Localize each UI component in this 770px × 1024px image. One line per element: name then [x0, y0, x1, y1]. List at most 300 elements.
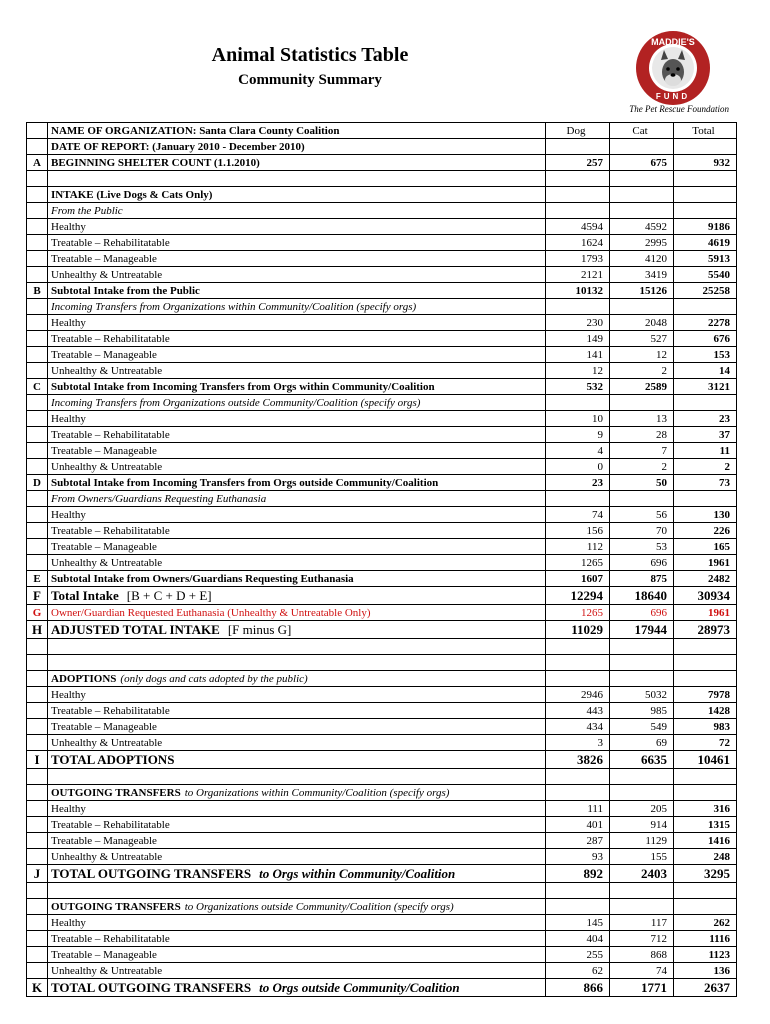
logo-bottom-text: FUND: [655, 92, 691, 101]
dog-cell: 9: [546, 427, 610, 443]
row-letter: [27, 219, 48, 235]
dog-cell: 10132: [546, 283, 610, 299]
row-label-text: Treatable – Manageable: [51, 540, 157, 553]
row-letter: [27, 139, 48, 155]
cat-cell: 1129: [610, 833, 674, 849]
row-label: [48, 849, 546, 865]
row-label-text: Subtotal Intake from Owners/Guardians Requesting Euthanasia: [51, 572, 354, 585]
row-label-note: (only dogs and cats adopted by the public): [120, 672, 308, 685]
dog-cell: 4: [546, 443, 610, 459]
row-label: [48, 587, 546, 605]
table-row: [27, 555, 737, 571]
total-cell: 25258: [674, 283, 737, 299]
table-row: [27, 267, 737, 283]
row-label-text: Unhealthy & Untreatable: [51, 556, 163, 569]
cat-cell: 2589: [610, 379, 674, 395]
row-label-text: From Owners/Guardians Requesting Euthanasia: [51, 492, 267, 505]
table-row: [27, 621, 737, 639]
cat-cell: [610, 883, 674, 899]
table-row: [27, 379, 737, 395]
row-label-text: TOTAL OUTGOING TRANSFERS: [51, 865, 252, 881]
dog-cell: Dog: [546, 123, 610, 139]
row-label-text: Unhealthy & Untreatable: [51, 964, 163, 977]
row-label-text: Treatable – Rehabilitatable: [51, 524, 170, 537]
logo-arc-text: MADDIE'S: [651, 37, 695, 47]
row-label-text: INTAKE (Live Dogs & Cats Only): [51, 188, 213, 201]
total-cell: 14: [674, 363, 737, 379]
cat-cell: [610, 395, 674, 411]
row-letter: [27, 833, 48, 849]
dog-cell: 532: [546, 379, 610, 395]
row-label: [48, 459, 546, 475]
table-row: [27, 523, 737, 539]
row-letter: [27, 769, 48, 785]
table-row: [27, 347, 737, 363]
row-label: [48, 671, 546, 687]
total-cell: 136: [674, 963, 737, 979]
row-label: [48, 267, 546, 283]
row-letter: [27, 963, 48, 979]
row-label: [48, 751, 546, 769]
row-letter: [27, 849, 48, 865]
row-label: [48, 491, 546, 507]
total-cell: 2278: [674, 315, 737, 331]
row-label: [48, 475, 546, 491]
cat-cell: 13: [610, 411, 674, 427]
table-row: [27, 331, 737, 347]
table-row: [27, 899, 737, 915]
row-label: [48, 817, 546, 833]
row-label-text: Treatable – Manageable: [51, 720, 157, 733]
row-label: [48, 251, 546, 267]
row-label-text: Incoming Transfers from Organizations within Community/Coalition (specify orgs): [51, 300, 417, 313]
cat-cell: 875: [610, 571, 674, 587]
table-row: [27, 315, 737, 331]
table-row: [27, 587, 737, 605]
row-letter: J: [27, 865, 48, 883]
row-label: [48, 915, 546, 931]
total-cell: 1116: [674, 931, 737, 947]
row-letter: [27, 655, 48, 671]
row-letter: H: [27, 621, 48, 639]
dog-cell: 434: [546, 719, 610, 735]
row-label-text: Incoming Transfers from Organizations outside Community/Coalition (specify orgs): [51, 396, 421, 409]
cat-cell: 712: [610, 931, 674, 947]
total-cell: 4619: [674, 235, 737, 251]
table-row: [27, 139, 737, 155]
dog-cell: 401: [546, 817, 610, 833]
cat-cell: 2995: [610, 235, 674, 251]
row-label: [48, 187, 546, 203]
cat-cell: 2403: [610, 865, 674, 883]
row-label-text: Unhealthy & Untreatable: [51, 850, 163, 863]
table-row: [27, 801, 737, 817]
row-letter: I: [27, 751, 48, 769]
row-letter: [27, 555, 48, 571]
row-label: [48, 899, 546, 915]
row-label: [48, 571, 546, 587]
dog-cell: 1624: [546, 235, 610, 251]
row-label: [48, 443, 546, 459]
dog-cell: [546, 785, 610, 801]
dog-cell: [546, 671, 610, 687]
table-row: [27, 865, 737, 883]
row-letter: [27, 719, 48, 735]
row-label: [48, 621, 546, 639]
table-row: [27, 963, 737, 979]
table-row: [27, 155, 737, 171]
cat-cell: 4120: [610, 251, 674, 267]
row-label: [48, 155, 546, 171]
cat-cell: 2: [610, 459, 674, 475]
table-row: [27, 655, 737, 671]
row-label: [48, 427, 546, 443]
row-label-text: NAME OF ORGANIZATION: Santa Clara County Coalition: [51, 124, 340, 137]
row-label-text: Subtotal Intake from Incoming Transfers from Orgs within Community/Coalition: [51, 380, 435, 393]
dog-cell: [546, 655, 610, 671]
cat-cell: 696: [610, 555, 674, 571]
dog-cell: [546, 203, 610, 219]
cat-cell: 15126: [610, 283, 674, 299]
dog-cell: 12: [546, 363, 610, 379]
row-label-text: Healthy: [51, 916, 86, 929]
row-label-text: From the Public: [51, 204, 123, 217]
row-label: [48, 639, 546, 655]
table-row: [27, 571, 737, 587]
total-cell: 262: [674, 915, 737, 931]
cat-cell: [610, 299, 674, 315]
row-letter: [27, 507, 48, 523]
total-cell: 9186: [674, 219, 737, 235]
row-label-text: ADJUSTED TOTAL INTAKE: [51, 621, 220, 637]
dog-cell: 3826: [546, 751, 610, 769]
table-row: [27, 123, 737, 139]
table-row: [27, 491, 737, 507]
table-row: [27, 219, 737, 235]
total-cell: [674, 899, 737, 915]
table-row: [27, 735, 737, 751]
table-row: [27, 719, 737, 735]
table-row: [27, 299, 737, 315]
cat-cell: [610, 203, 674, 219]
dog-cell: [546, 769, 610, 785]
row-label-text: Treatable – Manageable: [51, 948, 157, 961]
total-cell: 316: [674, 801, 737, 817]
total-cell: 37: [674, 427, 737, 443]
row-label: [48, 139, 546, 155]
total-cell: [674, 639, 737, 655]
dog-cell: 1265: [546, 555, 610, 571]
row-label-text: OUTGOING TRANSFERS: [51, 900, 181, 913]
dog-cell: 443: [546, 703, 610, 719]
dog-cell: [546, 299, 610, 315]
table-row: [27, 671, 737, 687]
total-cell: 676: [674, 331, 737, 347]
row-label: [48, 219, 546, 235]
cat-cell: 70: [610, 523, 674, 539]
row-letter: [27, 203, 48, 219]
row-label: [48, 395, 546, 411]
page-title: Animal Statistics Table: [211, 44, 409, 66]
row-label-text: Healthy: [51, 508, 86, 521]
total-cell: 226: [674, 523, 737, 539]
table-row: [27, 769, 737, 785]
dog-cell: [546, 639, 610, 655]
total-cell: 2: [674, 459, 737, 475]
cat-cell: 53: [610, 539, 674, 555]
total-cell: 23: [674, 411, 737, 427]
row-label-text: Treatable – Manageable: [51, 348, 157, 361]
total-cell: 10461: [674, 751, 737, 769]
row-letter: [27, 331, 48, 347]
total-cell: [674, 187, 737, 203]
table-row: [27, 883, 737, 899]
row-label-note: [B + C + D + E]: [126, 587, 212, 603]
table-row: [27, 687, 737, 703]
table-row: [27, 459, 737, 475]
row-label-text: Unhealthy & Untreatable: [51, 460, 163, 473]
cat-cell: 549: [610, 719, 674, 735]
dog-cell: 93: [546, 849, 610, 865]
row-label-text: Unhealthy & Untreatable: [51, 268, 163, 281]
total-cell: 165: [674, 539, 737, 555]
cat-cell: 17944: [610, 621, 674, 639]
row-label: [48, 315, 546, 331]
table-row: [27, 203, 737, 219]
dog-cell: 62: [546, 963, 610, 979]
table-row: [27, 751, 737, 769]
row-letter: [27, 411, 48, 427]
row-letter: [27, 785, 48, 801]
row-letter: [27, 443, 48, 459]
row-letter: [27, 363, 48, 379]
dog-cell: [546, 171, 610, 187]
dog-cell: [546, 883, 610, 899]
row-letter: [27, 639, 48, 655]
dog-cell: [546, 395, 610, 411]
row-label-text: Healthy: [51, 688, 86, 701]
total-cell: [674, 655, 737, 671]
row-letter: [27, 915, 48, 931]
row-letter: [27, 671, 48, 687]
cat-cell: 7: [610, 443, 674, 459]
cat-cell: 12: [610, 347, 674, 363]
cat-cell: [610, 139, 674, 155]
row-label-text: TOTAL ADOPTIONS: [51, 751, 175, 767]
total-cell: 1961: [674, 555, 737, 571]
row-letter: F: [27, 587, 48, 605]
row-label-note: to Organizations outside Community/Coalition (specify orgs): [184, 900, 454, 913]
dog-cell: 111: [546, 801, 610, 817]
table-row: [27, 703, 737, 719]
row-letter: [27, 315, 48, 331]
dog-cell: 149: [546, 331, 610, 347]
row-letter: [27, 883, 48, 899]
dog-cell: 10: [546, 411, 610, 427]
dog-cell: 156: [546, 523, 610, 539]
cat-cell: 2: [610, 363, 674, 379]
table-row: [27, 849, 737, 865]
row-label: [48, 283, 546, 299]
row-label: [48, 703, 546, 719]
total-cell: 1416: [674, 833, 737, 849]
row-letter: [27, 427, 48, 443]
table-row: [27, 187, 737, 203]
table-row: [27, 411, 737, 427]
row-label: [48, 235, 546, 251]
row-label-text: Healthy: [51, 316, 86, 329]
table-row: [27, 539, 737, 555]
table-row: [27, 443, 737, 459]
dog-cell: 2121: [546, 267, 610, 283]
row-letter: [27, 817, 48, 833]
cat-cell: 18640: [610, 587, 674, 605]
cat-cell: [610, 491, 674, 507]
row-label-text: BEGINNING SHELTER COUNT (1.1.2010): [51, 156, 260, 169]
cat-cell: 914: [610, 817, 674, 833]
row-letter: [27, 123, 48, 139]
row-label-text: ADOPTIONS: [51, 672, 117, 685]
page-subtitle: Community Summary: [238, 72, 382, 88]
total-cell: 153: [674, 347, 737, 363]
total-cell: 28973: [674, 621, 737, 639]
cat-cell: 527: [610, 331, 674, 347]
cat-cell: 985: [610, 703, 674, 719]
row-label: [48, 203, 546, 219]
cat-cell: 155: [610, 849, 674, 865]
row-label-text: Treatable – Rehabilitatable: [51, 428, 170, 441]
row-label: [48, 865, 546, 883]
row-letter: [27, 523, 48, 539]
row-label-text: Total Intake: [51, 587, 119, 603]
table-row: [27, 171, 737, 187]
total-cell: [674, 671, 737, 687]
row-label-text: Treatable – Manageable: [51, 834, 157, 847]
cat-cell: [610, 769, 674, 785]
row-label: [48, 687, 546, 703]
row-letter: [27, 187, 48, 203]
total-cell: 1428: [674, 703, 737, 719]
row-letter: E: [27, 571, 48, 587]
row-letter: [27, 347, 48, 363]
cat-cell: 675: [610, 155, 674, 171]
dog-cell: 892: [546, 865, 610, 883]
row-label-note: to Orgs outside Community/Coalition: [259, 979, 460, 995]
dog-cell: [546, 139, 610, 155]
table-row: [27, 427, 737, 443]
cat-cell: Cat: [610, 123, 674, 139]
row-label: [48, 655, 546, 671]
table-row: [27, 235, 737, 251]
row-letter: G: [27, 605, 48, 621]
dog-cell: 3: [546, 735, 610, 751]
dog-cell: 11029: [546, 621, 610, 639]
cat-cell: 4592: [610, 219, 674, 235]
table-row: [27, 785, 737, 801]
row-label: [48, 379, 546, 395]
row-label-text: Healthy: [51, 802, 86, 815]
row-letter: D: [27, 475, 48, 491]
row-label-text: Treatable – Rehabilitatable: [51, 332, 170, 345]
row-label-text: TOTAL OUTGOING TRANSFERS: [51, 979, 252, 995]
table-row: [27, 979, 737, 997]
total-cell: 983: [674, 719, 737, 735]
row-label-text: Subtotal Intake from Incoming Transfers from Orgs outside Community/Coalition: [51, 476, 439, 489]
row-label-text: Treatable – Rehabilitatable: [51, 818, 170, 831]
row-label: [48, 785, 546, 801]
row-label-text: Unhealthy & Untreatable: [51, 736, 163, 749]
table-row: [27, 507, 737, 523]
row-letter: [27, 395, 48, 411]
row-label-text: Treatable – Manageable: [51, 252, 157, 265]
dog-cell: 866: [546, 979, 610, 997]
row-label: [48, 963, 546, 979]
row-label: [48, 801, 546, 817]
cat-cell: [610, 655, 674, 671]
row-label-text: Treatable – Rehabilitatable: [51, 704, 170, 717]
dog-cell: [546, 491, 610, 507]
cat-cell: [610, 899, 674, 915]
cat-cell: 696: [610, 605, 674, 621]
dog-cell: 74: [546, 507, 610, 523]
table-row: [27, 931, 737, 947]
total-cell: 932: [674, 155, 737, 171]
row-label: [48, 769, 546, 785]
row-letter: [27, 491, 48, 507]
total-cell: 3295: [674, 865, 737, 883]
total-cell: 5540: [674, 267, 737, 283]
row-label: [48, 123, 546, 139]
total-cell: [674, 299, 737, 315]
row-label: [48, 523, 546, 539]
cat-cell: 6635: [610, 751, 674, 769]
dog-cell: 2946: [546, 687, 610, 703]
cat-cell: 74: [610, 963, 674, 979]
dog-cell: 255: [546, 947, 610, 963]
row-letter: A: [27, 155, 48, 171]
row-label: [48, 833, 546, 849]
row-label: [48, 171, 546, 187]
table-row: [27, 639, 737, 655]
row-label-text: Healthy: [51, 220, 86, 233]
row-label-text: Owner/Guardian Requested Euthanasia (Unhealthy & Untreatable Only): [51, 606, 371, 619]
table-row: [27, 475, 737, 491]
row-label: [48, 299, 546, 315]
dog-cell: 0: [546, 459, 610, 475]
total-cell: 11: [674, 443, 737, 459]
row-label: [48, 883, 546, 899]
dog-cell: 1265: [546, 605, 610, 621]
row-letter: C: [27, 379, 48, 395]
row-label: [48, 411, 546, 427]
dog-cell: 4594: [546, 219, 610, 235]
logo-tagline: The Pet Rescue Foundation: [629, 104, 729, 114]
row-label: [48, 719, 546, 735]
row-label: [48, 331, 546, 347]
row-label-note: to Organizations within Community/Coalition (specify orgs): [184, 786, 450, 799]
dog-cell: 287: [546, 833, 610, 849]
total-cell: 130: [674, 507, 737, 523]
dog-cell: [546, 899, 610, 915]
cat-cell: 2048: [610, 315, 674, 331]
cat-cell: 205: [610, 801, 674, 817]
cat-cell: 1771: [610, 979, 674, 997]
row-label-text: Treatable – Manageable: [51, 444, 157, 457]
total-cell: [674, 491, 737, 507]
dog-cell: 257: [546, 155, 610, 171]
row-letter: [27, 931, 48, 947]
table-row: [27, 251, 737, 267]
